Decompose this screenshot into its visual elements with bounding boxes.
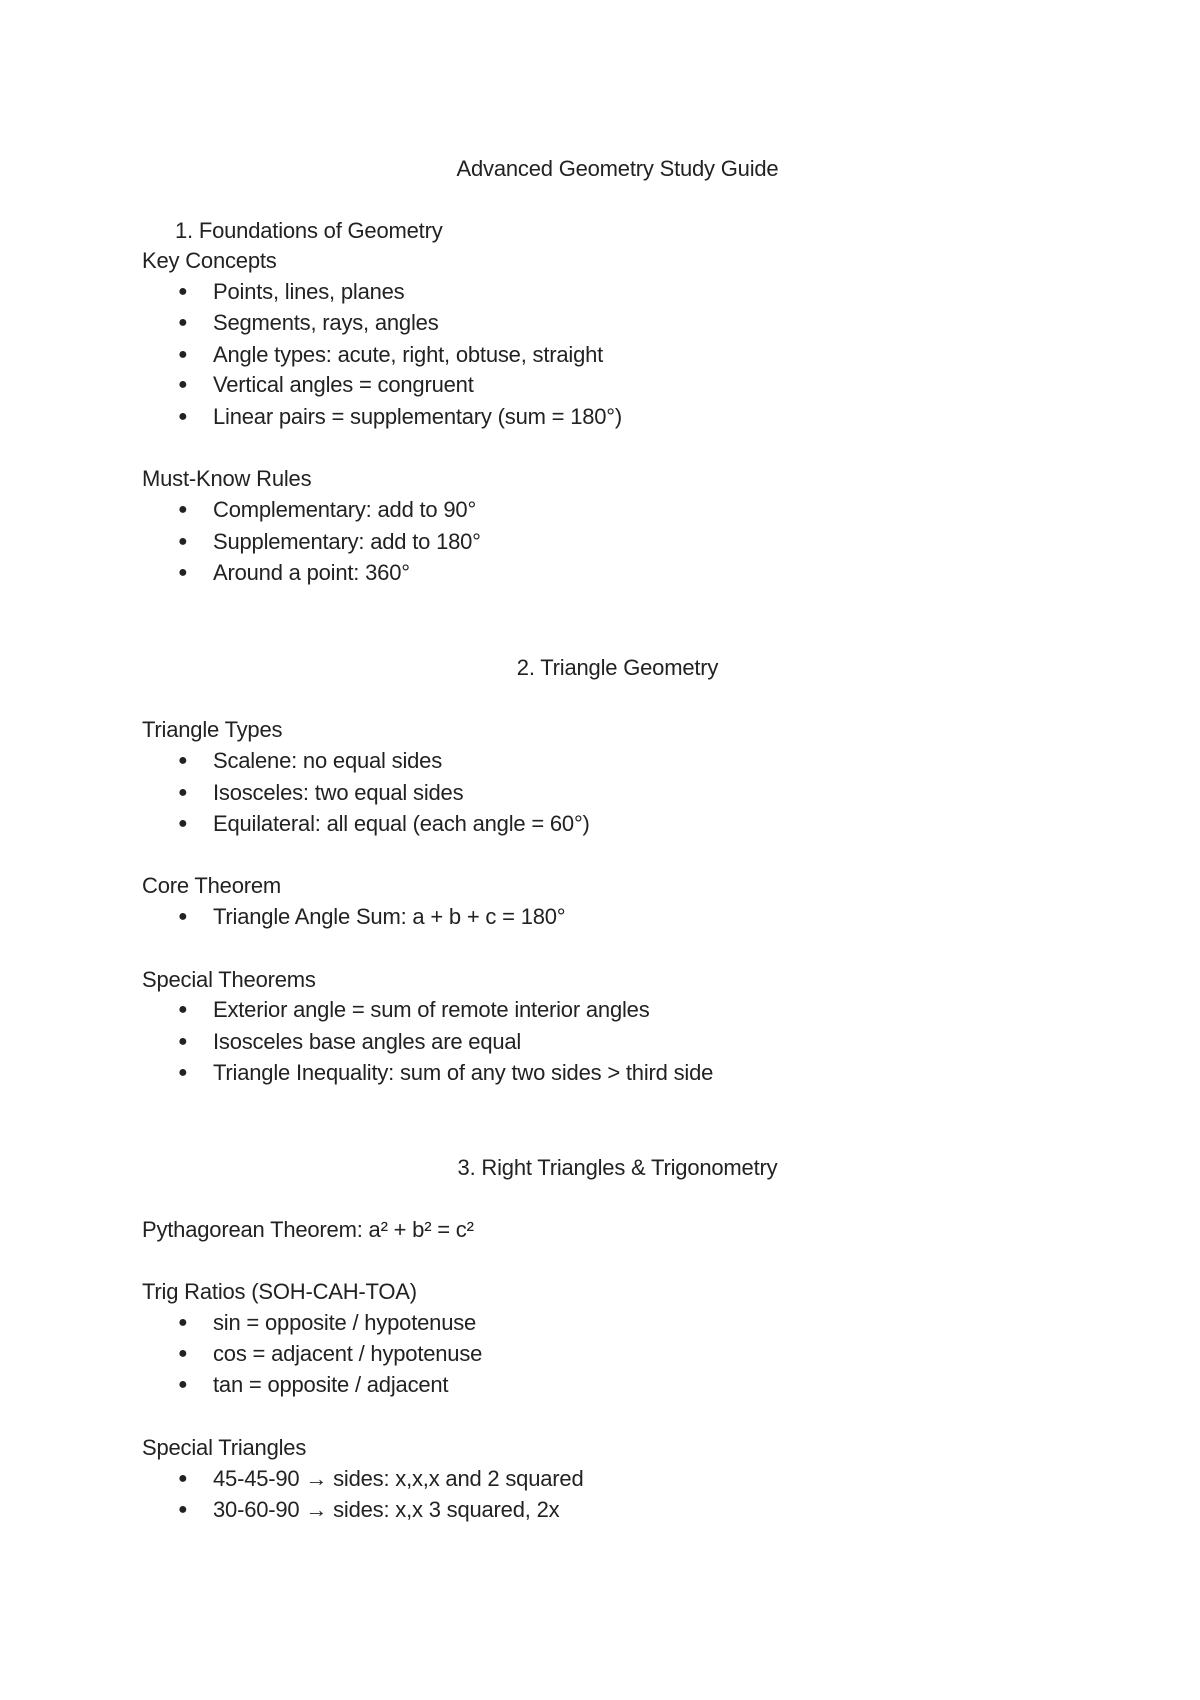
group-label: Must-Know Rules	[142, 466, 312, 491]
bullet-icon: ●	[178, 784, 188, 801]
group-label: Trig Ratios (SOH-CAH-TOA)	[142, 1279, 417, 1304]
document-page: Advanced Geometry Study Guide 1. Foundations of Geometry Key Concepts ● Points, lines, planes ● Segments, rays, angles ● Angle types: acute, right, obtuse, straight ● Vertical angles = congruent ● Linear pairs = supplementary (sum = 180°) Must-Know Rules ● Complementary: add to 90° ● Supplementary: add to 180° ● Around a point: 360° 2. Triangle Geometry Triangle Types ● Scalene: no equal sides ● Isosceles: two equal sides ● Equilateral: all equal (each angle = 60°) Core Theorem ● Triangle Angle Sum: a + b + c = 180° Special Theorems ● Exterior angle = sum of remote interior angles ● Isosceles base angles are equal ● Triangle Inequality: sum of any two sides > third side 3. Right Triangles & Trigonometry Pythagorean Theorem: a² + b² = c² Trig Ratios (SOH-CAH-TOA) ● sin = opposite / hypotenuse ● cos = adjacent / hypotenuse ● tan = opposite / adjacent Special Triangles ● 45-45-90 → sides: x,x,x and 2 squared ● 30-60-90 → sides: x,x 3 squared, 2x	[0, 0, 1200, 1700]
section-heading: 1. Foundations of Geometry	[175, 218, 443, 243]
bullet-icon: ●	[178, 908, 188, 925]
bullet-icon: ●	[178, 1470, 188, 1487]
group-label: Key Concepts	[142, 248, 277, 273]
bullet-icon: ●	[178, 1314, 188, 1331]
bullet-icon: ●	[178, 376, 188, 393]
bullet-icon: ●	[178, 346, 188, 363]
bullet-icon: ●	[178, 564, 188, 581]
pythagorean-line: Pythagorean Theorem: a² + b² = c²	[142, 1217, 474, 1242]
section-heading: 3. Right Triangles & Trigonometry	[457, 1155, 778, 1180]
bullet-icon: ●	[178, 1376, 188, 1393]
bullet-icon: ●	[178, 1033, 188, 1050]
bullet-icon: ●	[178, 1001, 188, 1018]
section-heading: 2. Triangle Geometry	[516, 655, 719, 680]
bullet-icon: ●	[178, 1064, 188, 1081]
bullet-icon: ●	[178, 815, 188, 832]
bullet-icon: ●	[178, 408, 188, 425]
bullet-icon: ●	[178, 752, 188, 769]
bullet-icon: ●	[178, 1345, 188, 1362]
bullet-icon: ●	[178, 314, 188, 331]
group-label: Special Theorems	[142, 967, 316, 992]
bullet-icon: ●	[178, 501, 188, 518]
group-label: Triangle Types	[142, 717, 283, 742]
bullet-icon: ●	[178, 533, 188, 550]
group-label: Special Triangles	[142, 1435, 307, 1460]
bullet-icon: ●	[178, 1501, 188, 1518]
bullet-icon: ●	[178, 283, 188, 300]
group-label: Core Theorem	[142, 873, 282, 898]
document-title: Advanced Geometry Study Guide	[456, 156, 779, 181]
